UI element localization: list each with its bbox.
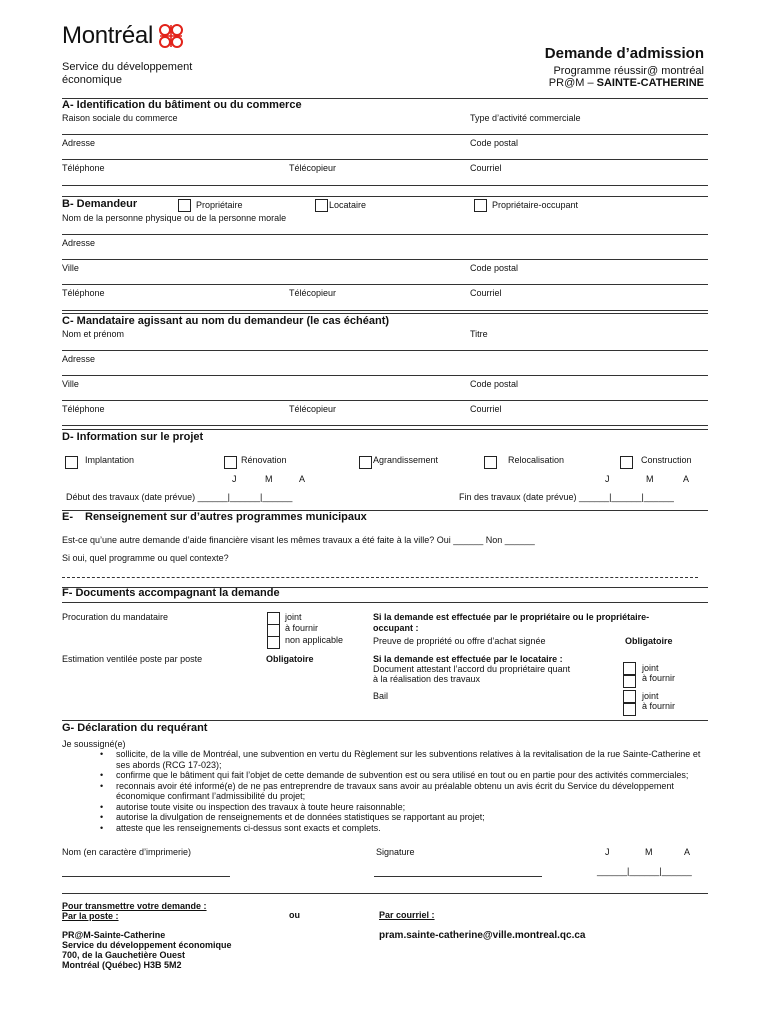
code-postal-label: Code postal <box>470 263 519 273</box>
bail-a-fournir-label: à fournir <box>642 701 676 711</box>
form-title-block <box>545 45 704 89</box>
procuration-a-fournir-label: à fournir <box>285 623 319 633</box>
fin-a-label: A <box>683 474 690 484</box>
program-prefix: PR@M – <box>548 77 597 89</box>
nom-prenom-label: Nom et prénom <box>62 329 125 339</box>
declaration-item: • reconnais avoir été informé(e) de ne pas entreprendre de travaux sans avoir au préalable obtenu un avis écrit du Service du développement économique confirmant l’admissibilité du projet; <box>108 781 708 802</box>
section-e-prefix: E- <box>62 511 73 523</box>
document-attestant-line2: à la réalisation des travaux <box>373 674 481 684</box>
type-activite-label: Type d’activité commerciale <box>470 113 581 123</box>
bail-joint-label: joint <box>642 691 659 701</box>
si-proprietaire-line2: occupant : <box>373 623 419 633</box>
date-m-label: M <box>645 847 653 857</box>
date-a-label: A <box>684 847 691 857</box>
renovation-checkbox[interactable] <box>224 456 237 469</box>
je-soussigne-label: Je soussigné(e) <box>62 739 126 749</box>
locataire-label: Locataire <box>329 200 367 210</box>
section-g-title: G- Déclaration du requérant <box>62 722 208 734</box>
address-line: 700, de la Gauchetière Ouest <box>62 950 186 960</box>
section-e-title-text: Renseignement sur d’autres programmes municipaux <box>85 511 367 523</box>
raison-sociale-label: Raison sociale du commerce <box>62 113 178 123</box>
bail-label: Bail <box>373 691 389 701</box>
nom-imprimerie-label: Nom (en caractère d’imprimerie) <box>62 847 192 857</box>
rose-icon <box>156 23 186 49</box>
debut-travaux-field[interactable]: Début des travaux (date prévue) ______|______|______ <box>66 492 293 502</box>
adresse-label: Adresse <box>62 138 96 148</box>
si-locataire-heading: Si la demande est effectuée par le locataire : <box>373 654 563 664</box>
transmettre-label: Pour transmettre votre demande : <box>62 901 207 911</box>
postal-address <box>62 930 232 970</box>
proprietaire-occupant-label: Propriétaire-occupant <box>492 200 579 210</box>
field-line[interactable] <box>62 350 708 351</box>
courriel-label: Courriel <box>470 404 502 414</box>
courriel-label: Courriel <box>470 288 502 298</box>
declaration-list <box>90 749 708 833</box>
field-line[interactable] <box>62 375 708 376</box>
signature-date-field[interactable]: ______|______|______ <box>597 866 692 876</box>
agrandissement-checkbox[interactable] <box>359 456 372 469</box>
signature-label: Signature <box>376 847 415 857</box>
section-c-title: C- Mandataire agissant au nom du demandeur (le cas échéant) <box>62 315 390 327</box>
estimation-label: Estimation ventilée poste par poste <box>62 654 203 664</box>
ville-label: Ville <box>62 263 79 273</box>
relocalisation-checkbox[interactable] <box>484 456 497 469</box>
fin-m-label: M <box>646 474 654 484</box>
field-line[interactable] <box>62 234 708 235</box>
accord-a-fournir-checkbox[interactable] <box>623 675 636 688</box>
field-line[interactable] <box>62 284 708 285</box>
service-line2: économique <box>62 74 122 86</box>
date-j-label: J <box>605 847 610 857</box>
telephone-label: Téléphone <box>62 288 105 298</box>
par-poste-label: Par la poste : <box>62 911 119 921</box>
proprietaire-occupant-checkbox[interactable] <box>474 199 487 212</box>
nom-imprimerie-field[interactable] <box>62 876 230 877</box>
section-a-title: A- Identification du bâtiment ou du commerce <box>62 99 302 111</box>
telecopieur-label: Télécopieur <box>289 163 337 173</box>
declaration-item: • sollicite, de la ville de Montréal, une subvention en vertu du Règlement sur les subventions relatives à la revitalisation de la rue Sainte-Catherine et ses abords (RCG 17-023); <box>108 749 708 770</box>
preuve-propriete-label: Preuve de propriété ou offre d’achat signée <box>373 636 546 646</box>
preuve-obligatoire-label: Obligatoire <box>625 636 673 646</box>
debut-m-label: M <box>265 474 273 484</box>
implantation-label: Implantation <box>85 455 135 465</box>
fin-j-label: J <box>605 474 610 484</box>
program-name-line <box>545 77 704 89</box>
field-line[interactable] <box>62 425 708 426</box>
accord-a-fournir-label: à fournir <box>642 673 676 683</box>
field-line[interactable] <box>62 310 708 311</box>
montreal-logo <box>62 22 186 50</box>
service-line1: Service du développement <box>62 61 193 73</box>
contexte-field-line[interactable] <box>62 577 698 578</box>
telecopieur-label: Télécopieur <box>289 404 337 414</box>
logo-wordmark: Montréal <box>62 22 153 49</box>
accord-joint-label: joint <box>642 663 659 673</box>
section-b-title: B- Demandeur <box>62 198 138 210</box>
procuration-non-applicable-label: non applicable <box>285 635 344 645</box>
program-name: SAINTE-CATHERINE <box>596 77 704 89</box>
code-postal-label: Code postal <box>470 138 519 148</box>
declaration-item: • confirme que le bâtiment qui fait l’objet de cette demande de subvention est ou sera utilisé en tout ou en partie pour des activités commerciales; <box>108 770 708 781</box>
field-line[interactable] <box>62 134 708 135</box>
document-attestant-label <box>373 664 570 684</box>
debut-j-label: J <box>232 474 237 484</box>
autre-demande-question: Est-ce qu’une autre demande d’aide financière visant les mêmes travaux a été faite à la ville? Oui ______ Non ______ <box>62 535 535 545</box>
proprietaire-checkbox[interactable] <box>178 199 191 212</box>
debut-a-label: A <box>299 474 306 484</box>
section-f-title: F- Documents accompagnant la demande <box>62 587 280 599</box>
si-oui-label: Si oui, quel programme ou quel contexte? <box>62 553 229 563</box>
declaration-item: • autorise la divulgation de renseignements et de données statistiques se rapportant au projet; <box>108 812 708 823</box>
proprietaire-label: Propriétaire <box>196 200 243 210</box>
section-d-title: D- Information sur le projet <box>62 431 204 443</box>
bail-joint-checkbox[interactable] <box>623 690 636 703</box>
document-attestant-line1: Document attestant l’accord du propriétaire quant <box>373 664 571 674</box>
ville-label: Ville <box>62 379 79 389</box>
si-proprietaire-heading <box>373 612 649 634</box>
field-line[interactable] <box>62 400 708 401</box>
locataire-checkbox[interactable] <box>315 199 328 212</box>
renovation-label: Rénovation <box>241 455 287 465</box>
address-line: PR@M-Sainte-Catherine <box>62 930 166 940</box>
code-postal-label: Code postal <box>470 379 519 389</box>
relocalisation-label: Relocalisation <box>508 455 565 465</box>
procuration-label: Procuration du mandataire <box>62 612 169 622</box>
courriel-label: Courriel <box>470 163 502 173</box>
transmettre-heading <box>62 901 207 921</box>
adresse-label: Adresse <box>62 238 96 248</box>
construction-checkbox[interactable] <box>620 456 633 469</box>
adresse-label: Adresse <box>62 354 96 364</box>
program-line: Programme réussir@ montréal <box>553 65 704 77</box>
field-line[interactable] <box>62 185 708 186</box>
ou-label: ou <box>289 910 300 920</box>
address-line: Service du développement économique <box>62 940 232 950</box>
telephone-label: Téléphone <box>62 163 105 173</box>
field-line[interactable] <box>62 159 708 160</box>
titre-label: Titre <box>470 329 488 339</box>
estimation-obligatoire-label: Obligatoire <box>266 654 314 664</box>
par-courriel-label: Par courriel : <box>379 910 435 920</box>
implantation-checkbox[interactable] <box>65 456 78 469</box>
accord-joint-checkbox[interactable] <box>623 662 636 675</box>
form-title: Demande d’admission <box>544 45 704 62</box>
telecopieur-label: Télécopieur <box>289 288 337 298</box>
nom-personne-label: Nom de la personne physique ou de la personne morale <box>62 213 287 223</box>
fin-travaux-field[interactable]: Fin des travaux (date prévue) ______|______|______ <box>459 492 674 502</box>
agrandissement-label: Agrandissement <box>373 455 439 465</box>
declaration-item: • atteste que les renseignements ci-dessus sont exacts et complets. <box>108 823 708 834</box>
signature-field[interactable] <box>374 876 542 877</box>
address-line: Montréal (Québec) H3B 5M2 <box>62 960 182 970</box>
declaration-item: • autorise toute visite ou inspection des travaux à toute heure raisonnable; <box>108 802 708 813</box>
construction-label: Construction <box>641 455 692 465</box>
procuration-joint-label: joint <box>285 612 302 622</box>
section-e-title <box>62 511 367 523</box>
procuration-non-applicable-checkbox[interactable] <box>267 636 280 649</box>
bail-a-fournir-checkbox[interactable] <box>623 703 636 716</box>
field-line[interactable] <box>62 259 708 260</box>
si-proprietaire-line1: Si la demande est effectuée par le propriétaire ou le propriétaire- <box>373 612 650 622</box>
telephone-label: Téléphone <box>62 404 105 414</box>
service-name <box>62 61 192 87</box>
contact-email-link[interactable]: pram.sainte-catherine@ville.montreal.qc.ca <box>379 930 586 941</box>
